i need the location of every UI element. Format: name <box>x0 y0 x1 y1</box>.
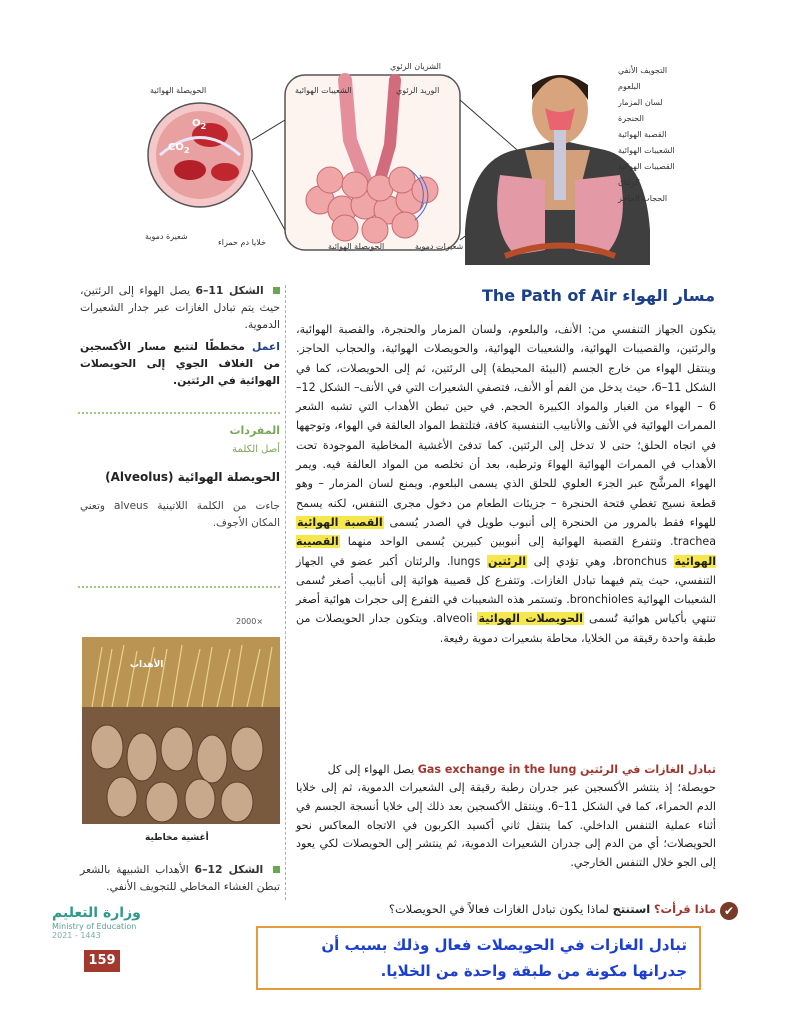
caption2-text: الأهداب الشبيهة بالشعر تبطن الغشاء المخاطي للتجويف الأنفي. <box>80 863 280 893</box>
gas-exchange-title: تبادل الغازات في الرئتين <box>579 763 716 776</box>
label-red-cells: خلايا دم حمراء <box>218 238 266 247</box>
vocab-term: الحويصلة الهوائية (Alveolus) <box>105 470 280 484</box>
cilia-label: الأهداب <box>130 660 164 670</box>
label-bronchi: القصيبات الهوائية <box>618 162 675 171</box>
label-larynx: الحنجرة <box>618 114 645 123</box>
para-part-4: lungs. والرئتان أكبر عضو في الجهاز التنفسي، حيث يتم فيهما تبادل الغازات. وتتفرع كل قصيبة هوائية إلى أنابيب أصغر تُسمى الشعيبات الهوائية bronchioles. وتستمر هذه الشعيبات في التفرع إلى حجرات هوائية أصغر تنتهي بأكياس هوائية تُسمى <box>296 554 717 626</box>
label-bronchioles-mid: الشعيبات الهوائية <box>295 86 352 95</box>
page-number: 159 <box>84 950 120 972</box>
label-capillary-left: شعيرة دموية <box>145 232 188 241</box>
main-paragraph <box>296 320 716 752</box>
gas-exchange-lead: يصل الهواء إلى كل <box>327 763 415 776</box>
highlight-bronchus: القصيبة الهوائية <box>296 535 717 568</box>
vocabulary-box <box>78 412 280 588</box>
label-pulmonary-vein: الوريد الرئوي <box>396 86 440 95</box>
activity-verb: اعمل <box>252 340 280 353</box>
vocab-subtitle: أصل الكلمة <box>232 444 280 455</box>
highlight-alveoli: الحويصلات الهوائية <box>478 612 583 626</box>
label-epiglottis: لسان المزمار <box>618 98 663 107</box>
label-bronchioles: الشعيبات الهوائية <box>618 146 675 155</box>
label-diaphragm: الحجاب الحاجز <box>618 194 668 203</box>
para-part-1: يتكون الجهاز التنفسي من: الأنف، والبلعوم، ولسان المزمار والحنجرة، والقصبة الهوائية، والرئتين، والقصيبات الهوائية، والشعيبات الهوائية، والحويصلات الهوائية، والحجاب الحاجز. وينتقل الهواء من خارج الجسم (البيئة المحيطة) إلى الرئتين، ثم إلى الحويصلات، كما في الشكل 11–6، حيث يدخل من الفم أو الأنف، فتصفي الشعيرات التي في الأنف– الشكل 12–6 – الهواء من الغبار والمواد الكبيرة الحجم. في حين تبطن الأهداب التي تشبه الشعر الممرات الهوائية في الأنف والأنابيب التنفسية كافة، فتلتقط المواد العالقة في الهواء، وتوجهها في اتجاه الحلق؛ حتى لا تدخل إلى الرئتين. كما تدفئ الأغشية المخاطية الموجودة تحت الأهداب في الممرات الهوائية الهواءَ وترطبه، بعد أن تخلصه من المواد العالقة فيه. ويمر الهواء المرشَّح عبر الجزء العلوي للحلق الذي يسمى البلعوم. ويمنع لسان المزمار – وهو قطعة نسيج تغطي فتحة الحنجرة – جزيئات الطعام من دخول مجرى التنفس، لكنه يسمح للهواء فقط بالمرور من الحنجرة إلى أنبوب طويل في الصدر يُسمى <box>296 323 716 529</box>
caption1-number: الشكل 11–6 <box>195 284 264 297</box>
caption2-square-icon <box>273 866 280 873</box>
magnification-label: 2000× <box>236 617 264 626</box>
answer-line-1: تبادل الغازات في الحويصلات فعال وذلك بسبب أن <box>321 936 687 954</box>
highlight-trachea: القصبة الهوائية <box>297 515 383 529</box>
caption-square-icon <box>273 287 280 294</box>
answer-line-2: جدرانها مكونة من طبقة واحدة من الخلايا. <box>380 962 687 980</box>
vocab-title: المفردات <box>229 424 280 437</box>
para-part-3: bronchus، وهي تؤدي إلى <box>533 554 667 568</box>
label-pulmonary-artery: الشريان الرئوي <box>390 62 441 71</box>
reading-check-label: ماذا قرأت؟ <box>653 902 716 916</box>
caption-activity <box>80 338 280 398</box>
section-title-ar: مسار الهواء <box>622 286 715 305</box>
section-title-en: The Path of Air <box>481 286 617 305</box>
ministry-year: 2021 - 1443 <box>52 931 101 940</box>
ministry-name-en: Ministry of Education <box>52 922 137 931</box>
column-divider <box>285 285 286 900</box>
gas-exchange-title-en: Gas exchange in the lung <box>417 763 577 776</box>
cilia-micrograph <box>82 637 280 824</box>
label-pharynx: البلعوم <box>618 82 641 91</box>
ministry-logo <box>52 905 162 955</box>
section-heading <box>470 286 715 306</box>
label-capillaries-mid: شعيرات دموية <box>415 242 464 251</box>
micrograph-image <box>82 637 280 824</box>
label-lungs: الرئتان <box>618 178 641 187</box>
gas-exchange-paragraph: حويصلة؛ إذ ينتشر الأكسجين عبر جدران رطبة رقيقة إلى الشعيرات الدموية، ثم إلى خلايا الدم الحمراء، كما في الشكل 11–6. وينتقل الأكسجين بعد ذلك إلى خلايا أنسجة الجسم في أثناء عملية التنفس الداخلي. كما ينتقل ثاني أكسيد الكربون في الاتجاه المعاكس نحو الحويصلات؛ أي من الدم إلى جدران الشعيرات الدموية، ثم ينتشر إلى الحويصلات لكي يعود إلى الجو خلال التنفس الخارجي. <box>296 781 716 870</box>
reading-check <box>330 902 735 922</box>
label-alveolus-left: الحويصلة الهوائية <box>150 86 207 95</box>
vocab-definition: جاءت من الكلمة اللاتينية alveus وتعني المكان الأجوف. <box>80 500 280 529</box>
para-part-2: trachea. وتتفرع القصبة الهوائية إلى أنبوبين كبيرين يُسمى الواحد منهما <box>347 535 716 549</box>
reading-check-verb: استنتج <box>612 902 651 916</box>
o2-label: $O_2$ <box>192 118 207 131</box>
para-part-5: alveoli. ويتكون جدار الحويصلات من طبقة واحدة رقيقة من الخلايا، محاطة بشعيرات دموية رفيعة. <box>296 612 716 645</box>
activity-text: مخططًا لتتبع مسار الأكسجين من الغلاف الجوي إلى الحويصلات الهوائية في الرئتين. <box>80 340 280 387</box>
caption2-number: الشكل 12–6 <box>194 863 264 876</box>
label-nasal-cavity: التجويف الأنفي <box>618 66 668 75</box>
figure-caption-11-6 <box>80 282 280 332</box>
caption1-text: يصل الهواء إلى الرئتين، حيث يتم تبادل الغازات عبر جدار الشعيرات الدموية. <box>80 284 280 331</box>
mucous-membrane-label: أغشية مخاطية <box>145 833 209 843</box>
gas-exchange-heading <box>296 760 716 779</box>
co2-label: $CO_2$ <box>168 142 190 155</box>
reading-check-question: لماذا يكون تبادل الغازات فعالاً في الحويصلات؟ <box>388 902 609 916</box>
checkmark-icon: ✔ <box>720 902 738 920</box>
label-trachea: القصبة الهوائية <box>618 130 667 139</box>
ministry-name-ar: وزارة التعليم <box>52 905 141 921</box>
answer-box <box>256 926 701 990</box>
label-alveolus-mid: الحويصلة الهوائية <box>328 242 385 251</box>
respiratory-figure <box>120 60 700 270</box>
highlight-lungs: الرئتين <box>488 554 527 568</box>
